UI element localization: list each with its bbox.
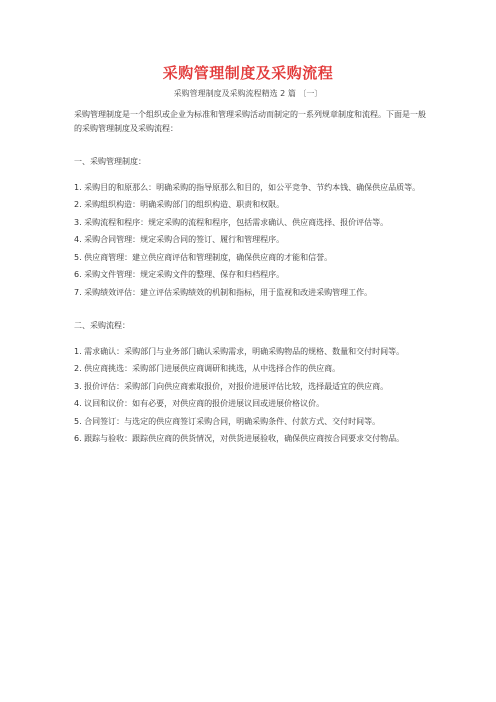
management-item: 3. 采购流程和程序：规定采购的流程和程序，包括需求确认、供应商选择、报价评估等。 — [74, 217, 389, 227]
process-item: 3. 报价评估：采购部门向供应商索取报价，对报价进展评估比较，选择最适宜的供应商。 — [74, 381, 389, 391]
process-item: 5. 合同签订：与选定的供应商签订采购合同，明确采购条件、付款方式、交付时间等。 — [74, 416, 381, 426]
management-item: 2. 采购组织构造：明确采购部门的组织构造、职责和权限。 — [74, 200, 285, 209]
process-item: 6. 跟踪与验收：跟踪供应商的供货情况，对供货进展验收，确保供应商按合同要求交付物品。 — [74, 434, 405, 443]
section-heading-process: 二、采购流程： — [74, 321, 130, 330]
document-title: 采购管理制度及采购流程 — [162, 64, 334, 82]
section-heading-management: 一、采购管理制度： — [74, 157, 146, 166]
process-item: 1. 需求确认：采购部门与业务部门确认采购需求，明确采购物品的规格、数量和交付时间等。 — [74, 346, 405, 356]
management-item: 1. 采购目的和原那么：明确采购的指导原那么和目的，如公平竞争、节约本钱、确保供应品质等。 — [74, 182, 421, 192]
management-item: 6. 采购文件管理：规定采购文件的整理、保存和归档程序。 — [74, 270, 285, 279]
management-item: 4. 采购合同管理：规定采购合同的签订、履行和管理程序。 — [74, 235, 285, 244]
intro-paragraph: 采购管理制度是一个组织或企业为标准和管理采购活动而制定的一系列规章制度和流程。下面是一般的采购管理制度及采购流程： — [74, 110, 426, 133]
process-item: 4. 议回和议价：如有必要，对供应商的报价进展议回或进展价格议价。 — [74, 399, 325, 408]
management-item: 7. 采购绩效评估：建立评估采购绩效的机制和指标，用于监视和改进采购管理工作。 — [74, 287, 373, 297]
management-item: 5. 供应商管理：建立供应商评估和管理制度，确保供应商的才能和信誉。 — [74, 252, 333, 262]
document-subtitle: 采购管理制度及采购流程精选 2 篇 〔一〕 — [173, 89, 323, 98]
process-item: 2. 供应商挑选：采购部门进展供应商调研和挑选，从中选择合作的供应商。 — [74, 364, 341, 373]
document-body — [74, 108, 430, 446]
